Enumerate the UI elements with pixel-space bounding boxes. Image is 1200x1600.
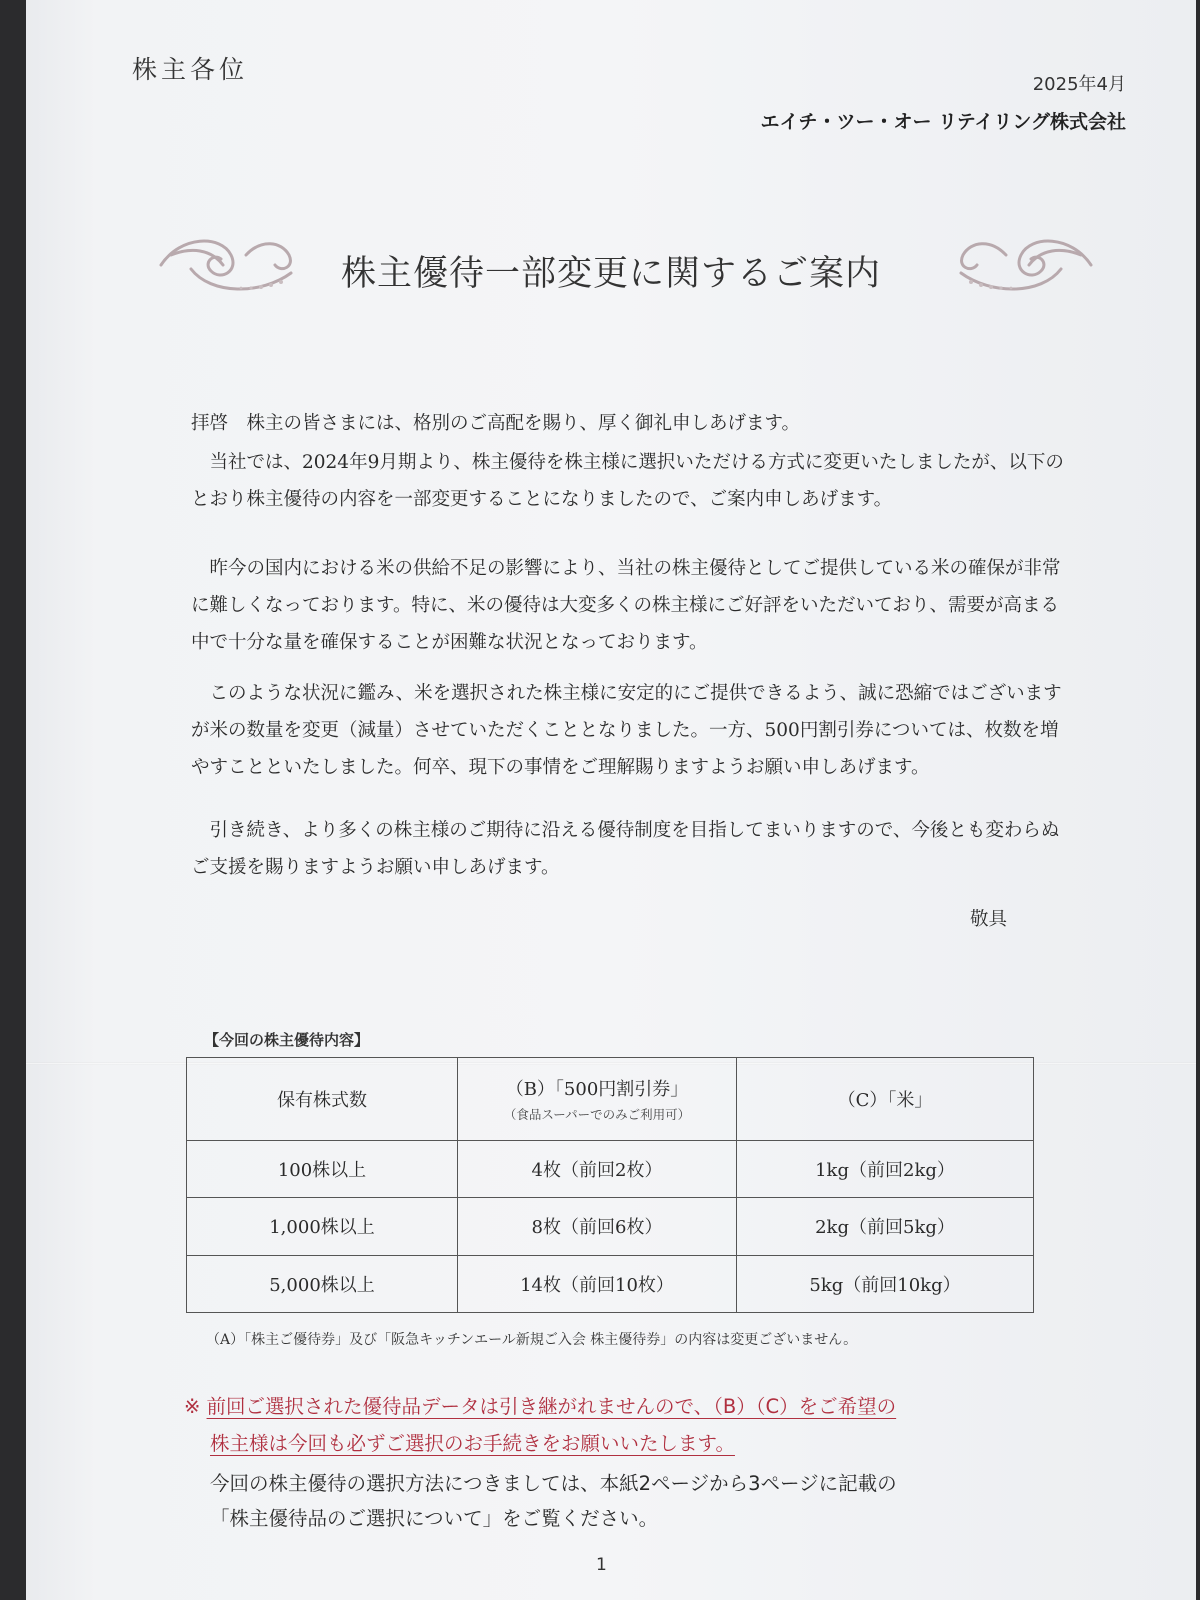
- intro-text: 当社では、2024年9月期より、株主優待を株主様に選択いただける方式に変更いたしましたが、以下のとおり株主優待の内容を一部変更することになりましたので、ご案内申しあげます。: [191, 452, 1064, 510]
- issue-date: 2025年4月: [1032, 74, 1126, 95]
- guide-line-1: 今回の株主優待の選択方法につきましては、本紙2ページから3ページに記載の: [210, 1472, 897, 1495]
- reason-text: 昨今の国内における米の供給不足の影響により、当社の株主優待としてご提供している米の確保が非常に難しくなっております。特に、米の優待は大変多くの株主様にご好評をいただいており、需要が高まる中で十分な量を確保することが困難な状況となっております。: [191, 558, 1061, 653]
- table-footnote: （A）「株主ご優待券」及び「阪急キッチンエール新規ご入会 株主優待券」の内容は変更ございません。: [206, 1332, 858, 1348]
- table-caption: 【今回の株主優待内容】: [204, 1031, 370, 1049]
- closing-text: 引き続き、より多くの株主様のご期待に沿える優待制度を目指してまいりますので、今後とも変わらぬご支援を賜りますようお願い申しあげます。: [191, 820, 1060, 878]
- page-number: 1: [596, 1555, 607, 1575]
- change-paragraph: [191, 675, 1071, 786]
- cell-rice: 5kg（前回10kg）: [737, 1255, 1034, 1312]
- change-text: このような状況に鑑み、米を選択された株主様に安定的にご提供できるよう、誠に恐縮ではございますが米の数量を変更（減量）させていただくこととなりました。一方、500円割引券については、枚数を増やすことといたしました。何卒、現下の事情をご理解賜りますようお願い申しあげます。: [191, 683, 1062, 778]
- guide-line-2: 「株主優待品のご選択について」をご覧ください。: [210, 1507, 659, 1530]
- selection-guide: [210, 1466, 1070, 1536]
- header-coupon: （B）「500円割引券」 （食品スーパーでのみご利用可）: [458, 1058, 737, 1141]
- closing-salutation: 敬具: [970, 909, 1008, 930]
- cell-shares: 5,000株以上: [187, 1255, 458, 1312]
- header-coupon-note: （食品スーパーでのみご利用可）: [503, 1107, 691, 1122]
- notice-line-1: [184, 1388, 1044, 1425]
- notice-text-1: 前回ご選択された優待品データは引き継がれませんので、（B）（C）をご希望の: [206, 1395, 897, 1418]
- table-row: [187, 1141, 1034, 1198]
- header-shares: 保有株式数: [187, 1058, 458, 1141]
- cell-shares: 100株以上: [187, 1141, 458, 1198]
- reason-paragraph: [191, 550, 1071, 661]
- important-notice: [184, 1388, 1044, 1462]
- cell-rice: 1kg（前回2kg）: [737, 1141, 1034, 1198]
- benefits-table: [186, 1057, 1034, 1313]
- document-page: [26, 0, 1196, 1600]
- header-rice: （C）「米」: [737, 1058, 1034, 1141]
- document-title: 株主優待一部変更に関するご案内: [340, 254, 881, 294]
- notice-line-2: [184, 1425, 1044, 1462]
- cell-coupon: 8枚（前回6枚）: [458, 1198, 737, 1255]
- closing-paragraph: [191, 812, 1071, 886]
- addressee: 株主各位: [132, 55, 249, 84]
- cell-rice: 2kg（前回5kg）: [737, 1198, 1034, 1255]
- table-row: [187, 1255, 1034, 1312]
- company-name: エイチ・ツー・オー リテイリング株式会社: [760, 111, 1126, 133]
- table-header-row: [187, 1058, 1034, 1141]
- intro-paragraph: [191, 444, 1071, 518]
- cell-coupon: 4枚（前回2枚）: [458, 1141, 737, 1198]
- greeting-text: 拝啓 株主の皆さまには、格別のご高配を賜り、厚く御礼申しあげます。: [191, 413, 801, 434]
- notice-text-2: 株主様は今回も必ずご選択のお手続きをお願いいたします。: [210, 1432, 735, 1455]
- cell-shares: 1,000株以上: [187, 1198, 458, 1255]
- notice-mark: ※: [184, 1395, 201, 1418]
- greeting-paragraph: [191, 405, 1071, 442]
- cell-coupon: 14枚（前回10枚）: [458, 1255, 737, 1312]
- table-row: [187, 1198, 1034, 1255]
